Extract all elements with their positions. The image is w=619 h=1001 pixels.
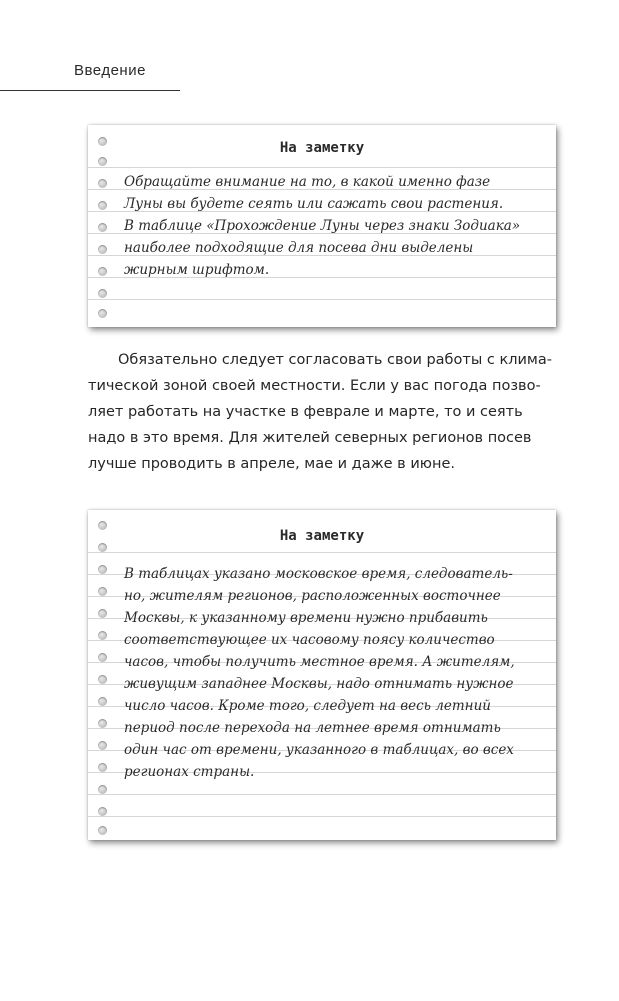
note-line: число часов. Кроме того, следует на весь летний [124, 698, 491, 714]
body-line: надо в это время. Для жителей северных регионов посев [88, 430, 532, 446]
note-line: Москвы, к указанному времени нужно прибавить [124, 610, 488, 626]
ruled-line [88, 552, 556, 553]
body-line: Обязательно следует согласовать свои работы с клима- [118, 352, 552, 368]
ruled-line [88, 167, 556, 168]
note-line: период после перехода на летнее время отнимать [124, 720, 501, 736]
note-line: часов, чтобы получить местное время. А жителям, [124, 654, 515, 670]
section-title: Введение [74, 62, 146, 79]
note-title: На заметку [279, 528, 365, 544]
body-line: ляет работать на участке в феврале и марте, то и сеять [88, 404, 523, 420]
punch-hole-icon [98, 309, 107, 318]
punch-hole-icon [98, 697, 107, 706]
note-line: В таблице «Прохождение Луны через знаки Зодиака» [124, 218, 521, 234]
note-line: Обращайте внимание на то, в какой именно фазе [124, 174, 491, 190]
punch-hole-icon [98, 543, 107, 552]
punch-hole-icon [98, 719, 107, 728]
note-line: один час от времени, указанного в таблицах, во всех [124, 742, 514, 758]
punch-hole-icon [98, 675, 107, 684]
note-line: Луны вы будете сеять или сажать свои растения. [124, 196, 504, 212]
ruled-line [88, 794, 556, 795]
punch-hole-icon [98, 741, 107, 750]
note-card-1 [88, 125, 556, 327]
punch-hole-icon [98, 223, 107, 232]
note-card-2 [88, 510, 556, 840]
body-line: лучше проводить в апреле, мае и даже в июне. [88, 456, 455, 472]
punch-hole-icon [98, 785, 107, 794]
body-line: тической зоной своей местности. Если у вас погода позво- [88, 378, 541, 394]
note-line: жирным шрифтом. [124, 262, 270, 278]
note-line: регионах страны. [124, 764, 255, 780]
note-line: но, жителям регионов, расположенных восточнее [124, 588, 501, 604]
note-line: соответствующее их часовому поясу количество [124, 632, 495, 648]
punch-hole-icon [98, 609, 107, 618]
punch-hole-icon [98, 201, 107, 210]
ruled-line [88, 299, 556, 300]
note-line: наиболее подходящие для посева дни выделены [124, 240, 474, 256]
header-rule [0, 90, 180, 91]
punch-hole-icon [98, 245, 107, 254]
punch-hole-icon [98, 289, 107, 298]
ruled-line [88, 816, 556, 817]
punch-hole-icon [98, 807, 107, 816]
note-title: На заметку [279, 140, 365, 156]
note-line: В таблицах указано московское время, следователь- [124, 566, 513, 582]
punch-hole-icon [98, 565, 107, 574]
note-line: живущим западнее Москвы, надо отнимать нужное [124, 676, 514, 692]
punch-hole-icon [98, 631, 107, 640]
punch-hole-icon [98, 763, 107, 772]
punch-hole-icon [98, 653, 107, 662]
note-ruled-lines [88, 510, 556, 840]
punch-hole-icon [98, 179, 107, 188]
punch-hole-icon [98, 826, 107, 835]
punch-hole-icon [98, 157, 107, 166]
punch-hole-icon [98, 267, 107, 276]
punch-hole-icon [98, 587, 107, 596]
